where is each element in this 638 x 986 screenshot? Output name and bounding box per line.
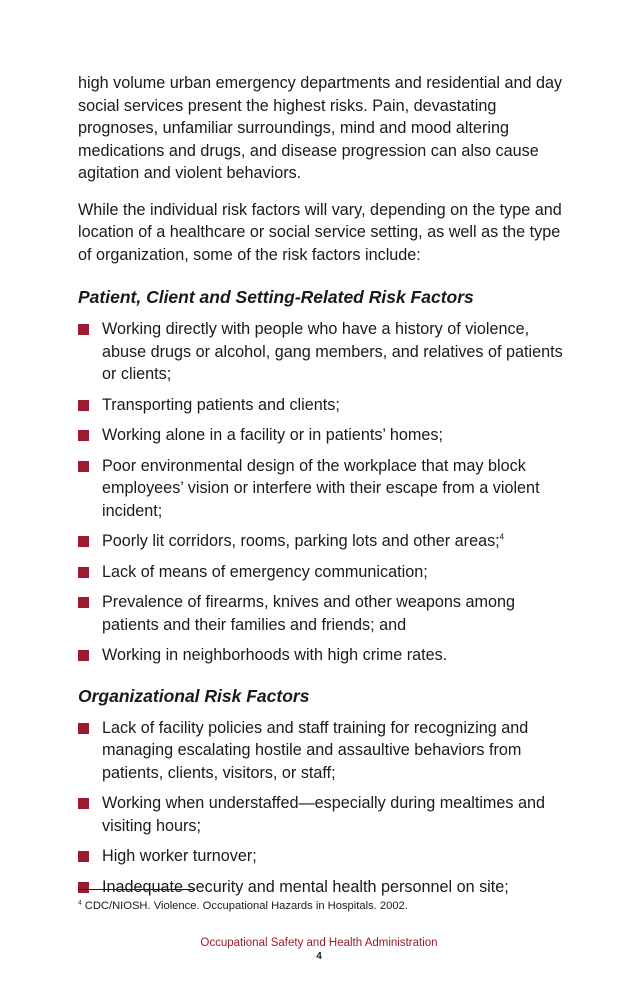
- list-item: Poorly lit corridors, rooms, parking lots and other areas;$^4$: [78, 530, 568, 553]
- footnote-text: CDC/NIOSH. Violence. Occupational Hazards in Hospitals. 2002.: [84, 900, 408, 912]
- square-bullet-icon: [78, 650, 89, 661]
- square-bullet-icon: [78, 536, 89, 547]
- list-item: Poor environmental design of the workplace that may block employees’ vision or interfere with their escape from a violent incident;: [78, 455, 568, 523]
- page-content: [78, 72, 568, 906]
- list-item: Inadequate security and mental health personnel on site;: [78, 876, 568, 899]
- list-item: Working in neighborhoods with high crime rates.: [78, 644, 568, 667]
- list-item: High worker turnover;: [78, 845, 568, 868]
- footnote-reference[interactable]: 4: [499, 532, 505, 542]
- square-bullet-icon: [78, 567, 89, 578]
- square-bullet-icon: [78, 400, 89, 411]
- square-bullet-icon: [78, 882, 89, 893]
- body-paragraph: high volume urban emergency departments and residential and day social services present the highest risks. Pain, devastating prognoses, unfamiliar surroundings, mind and mood altering medications and drugs, and disease progression can also cause agitation and violent behaviors.: [78, 74, 563, 182]
- list-item: Working directly with people who have a history of violence, abuse drugs or alcohol, gang members, and relatives of patients or clients;: [78, 318, 568, 386]
- organizational-risk-factors-list: [78, 717, 568, 899]
- section-heading-patient-risk-factors: Patient, Client and Setting-Related Risk Factors: [78, 287, 474, 307]
- list-item: Lack of facility policies and staff training for recognizing and managing escalating hostile and assaultive behaviors from patients, clients, visitors, or staff;: [78, 717, 568, 785]
- list-item: Lack of means of emergency communication;: [78, 561, 568, 584]
- list-item: Transporting patients and clients;: [78, 394, 568, 417]
- square-bullet-icon: [78, 324, 89, 335]
- patient-risk-factors-list: [78, 318, 568, 667]
- square-bullet-icon: [78, 851, 89, 862]
- list-item: Working alone in a facility or in patients’ homes;: [78, 424, 568, 447]
- square-bullet-icon: [78, 723, 89, 734]
- list-item: Working when understaffed—especially during mealtimes and visiting hours;: [78, 792, 568, 837]
- body-paragraph: While the individual risk factors will vary, depending on the type and location of a healthcare or social service setting, as well as the type of organization, some of the risk factors include:: [78, 200, 562, 264]
- footnote-number: 4: [78, 899, 82, 907]
- footnote: [78, 899, 408, 913]
- page-number: 4: [316, 951, 322, 962]
- section-heading-organizational-risk-factors: Organizational Risk Factors: [78, 685, 310, 706]
- square-bullet-icon: [78, 430, 89, 441]
- square-bullet-icon: [78, 597, 89, 608]
- list-item: Prevalence of firearms, knives and other weapons among patients and their families and friends; and: [78, 591, 568, 636]
- footnote-divider: [78, 889, 194, 890]
- page-footer: [0, 936, 638, 963]
- footer-agency: Occupational Safety and Health Administration: [200, 937, 438, 949]
- square-bullet-icon: [78, 461, 89, 472]
- square-bullet-icon: [78, 798, 89, 809]
